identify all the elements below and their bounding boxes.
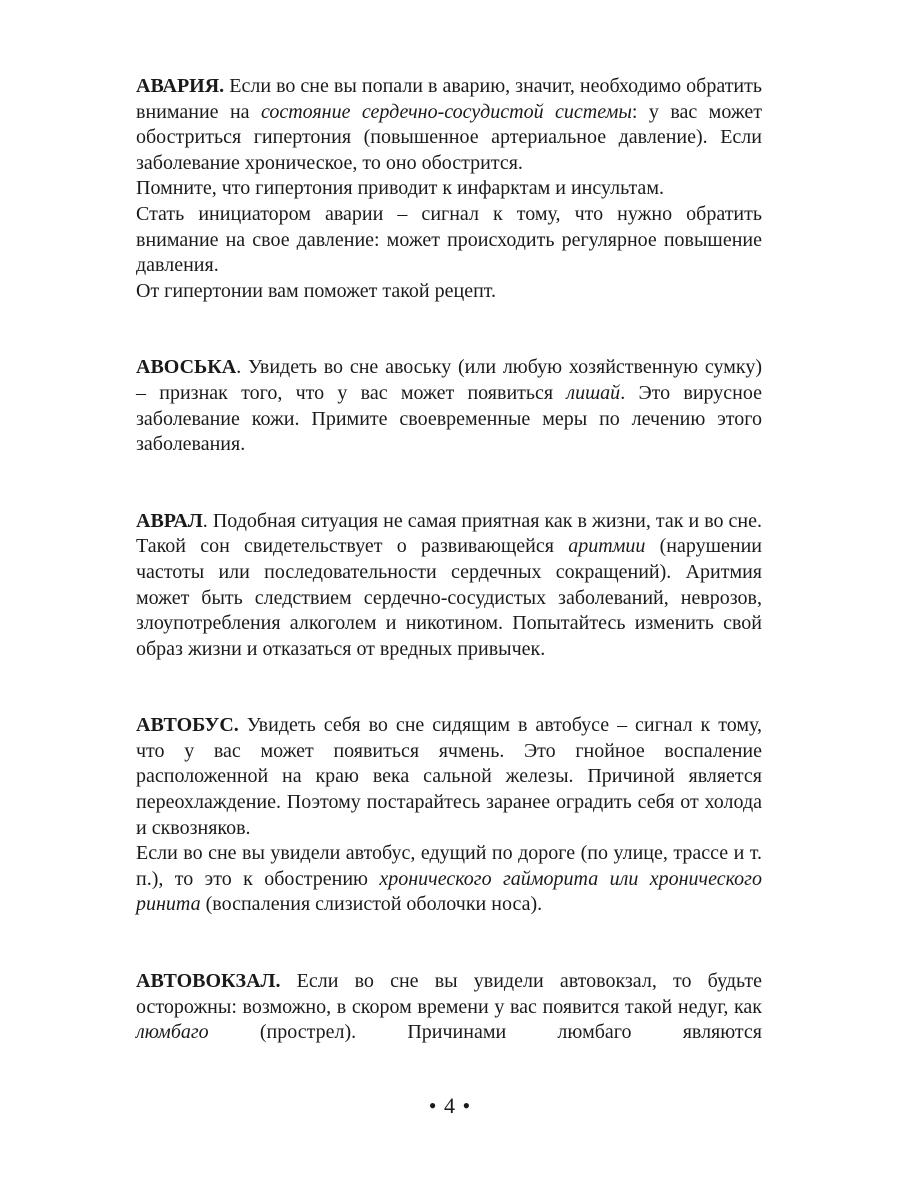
entry-avtobus-paragraph-2 bbox=[136, 841, 762, 918]
emphasis-text: хронического гайморита или хронического ринита bbox=[136, 867, 762, 916]
entry-avariya-paragraph-2: Помните, что гипертония приводит к инфарктам и инсультам. bbox=[136, 177, 664, 200]
entry-avoska-term: АВОСЬКА bbox=[136, 356, 237, 379]
entry-avral bbox=[136, 509, 762, 663]
emphasis-text: лишай bbox=[566, 381, 621, 404]
emphasis-text: люмбаго bbox=[136, 1021, 209, 1044]
text-run: Увидеть себя во сне сидящим в автобусе – сигнал к тому, что у вас может появиться ячмень. Это гнойное воспаление расположенной на краю века сальной железы. Причиной является переохлаждение. Поэтому постарайтесь заранее оградить себя от холода и сквозняков. bbox=[136, 714, 762, 839]
text-run: : у вас может обостриться гипертония (повышенное артериальное давление). Если заболевание хроническое, то оно обострится. bbox=[136, 100, 763, 174]
text-run: . Это вирусное заболевание кожи. Примите своевременные меры по лечению этого заболевания. bbox=[136, 381, 762, 456]
entry-avtovokzal-paragraph-1 bbox=[136, 969, 762, 1046]
entry-avariya-paragraph-3: Стать инициатором аварии – сигнал к тому, что нужно обратить внимание на свое давление: может происходить регулярное повышение давления. bbox=[136, 202, 762, 277]
text-run: . Подобная ситуация не самая приятная как в жизни, так и во сне. Такой сон свидетельствует о развивающейся bbox=[136, 509, 762, 558]
text-run: Если во сне вы попали в аварию, значит, необходимо обратить внимание на bbox=[136, 75, 762, 123]
entry-avtobus-paragraph-1 bbox=[136, 713, 762, 841]
entry-avariya-paragraph-4: От гипертонии вам поможет такой рецепт. bbox=[136, 279, 497, 302]
page-number: • 4 • bbox=[428, 1093, 472, 1118]
emphasis-text: аритмии bbox=[568, 535, 646, 558]
text-run: Если во сне вы увидели автобус, едущий по дороге (по улице, трассе и т. п.), то это к обострению bbox=[136, 842, 762, 890]
entry-avoska-paragraph-1 bbox=[136, 355, 762, 457]
entry-avariya-term: АВАРИЯ. bbox=[136, 75, 225, 97]
text-run: (прострел). Причинами люмбаго являются bbox=[208, 1021, 762, 1044]
entry-avoska bbox=[136, 355, 762, 457]
entry-avtobus-term: АВТОБУС. bbox=[136, 714, 239, 737]
emphasis-text: состояние сердечно-сосудистой системы bbox=[260, 100, 632, 123]
entry-avtovokzal bbox=[136, 969, 762, 1046]
text-run: (воспаления слизистой оболочки носа). bbox=[200, 893, 543, 916]
entry-avariya bbox=[136, 74, 762, 304]
entry-avariya-paragraph-1 bbox=[136, 74, 762, 176]
entry-avtobus bbox=[136, 713, 762, 918]
entry-avral-paragraph-1 bbox=[136, 509, 762, 663]
entry-avral-term: АВРАЛ bbox=[136, 509, 203, 532]
text-run: . Увидеть во сне авоську (или любую хозяйственную сумку) – признак того, что у вас может появиться bbox=[136, 356, 762, 404]
text-run: Если во сне вы увидели автовокзал, то будьте осторожны: возможно, в скором времени у вас появится такой недуг, как bbox=[136, 970, 762, 1018]
text-run: (нарушении частоты или последовательности сердечных сокращений). Аритмия может быть следствием сердечно-сосудистых заболеваний, неврозов, злоупотребления алкоголем и никотином. Попытайтесь изменить свой образ жизни и отказаться от вредных привычек. bbox=[136, 535, 762, 660]
page-content bbox=[136, 74, 762, 1046]
entry-avtovokzal-term: АВТОВОКЗАЛ. bbox=[136, 970, 281, 993]
